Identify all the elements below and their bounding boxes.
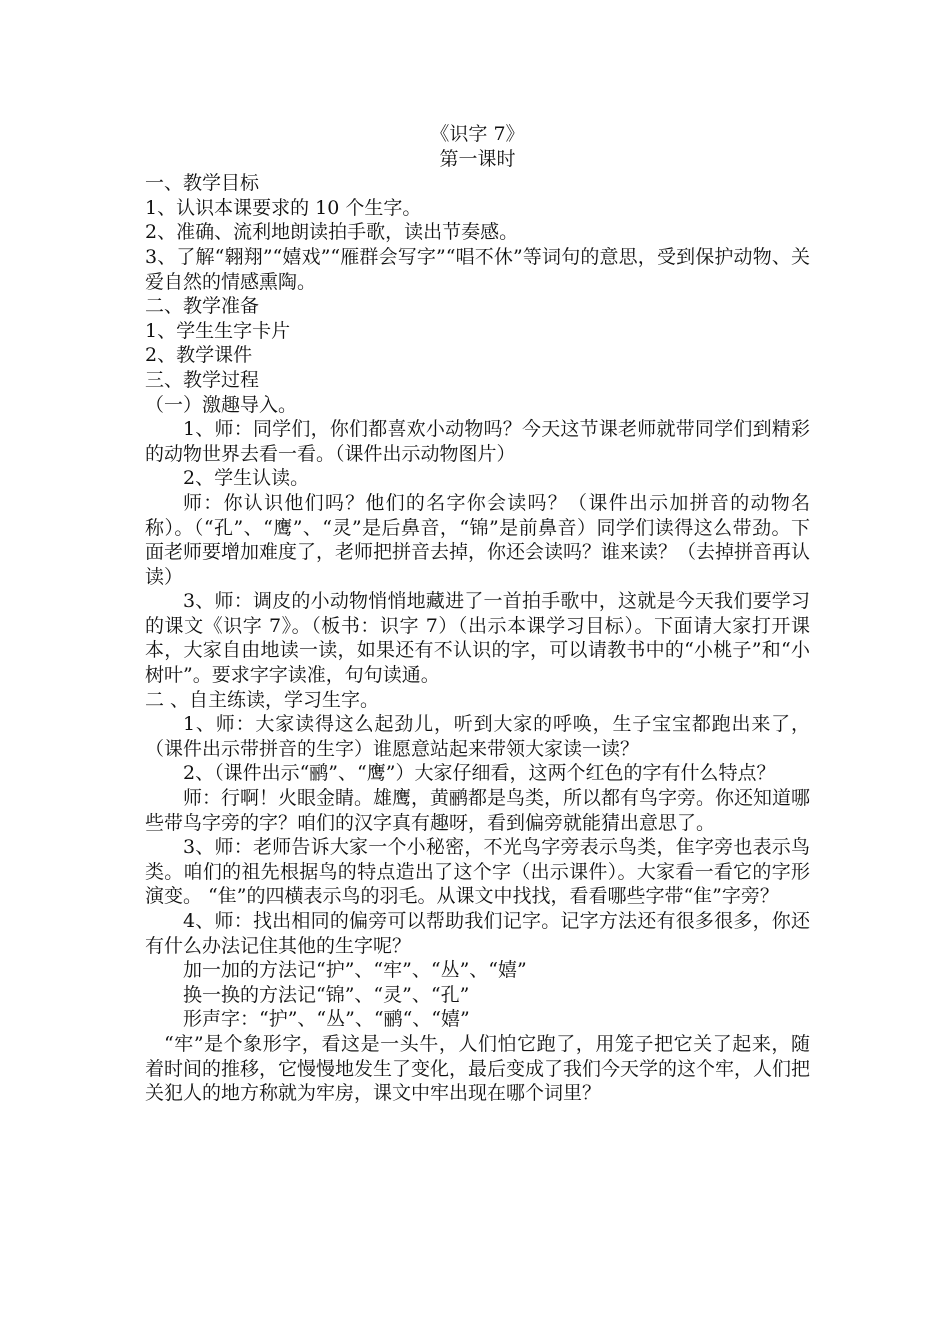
section-heading-preparation: 二、教学准备 bbox=[145, 295, 260, 318]
section-heading-objectives: 一、教学目标 bbox=[145, 172, 260, 195]
method-line: 换一换的方法记“锦”、“灵”、“孔” bbox=[183, 983, 470, 1006]
preparation-item: 1、学生生字卡片 bbox=[145, 319, 291, 342]
study-paragraph: 师：行啊！火眼金睛。雄鹰，黄鹂都是鸟类，所以都有鸟字旁。你还知道哪些带鸟字旁的字？咱们的汉字真有趣呀，看到偏旁就能猜出意思了。 bbox=[145, 787, 811, 834]
study-paragraph-last: “牢”是个象形字，看这是一头牛，人们怕它跑了，用笼子把它关了起来，随着时间的推移，它慢慢地发生了变化，最后变成了我们今天学的这个牢，人们把关犯人的地方称就为牢房，课文中牢出现在哪个词里？ bbox=[145, 1032, 811, 1105]
process-paragraph: 1、师：同学们，你们都喜欢小动物吗？今天这节课老师就带同学们到精彩的动物世界去看一看。（课件出示动物图片） bbox=[145, 418, 810, 465]
objective-item: 3、了解“翱翔”“嬉戏”“雁群会写字”“唱不休”等词句的意思，受到保护动物、关爱自然的情感熏陶。 bbox=[145, 245, 810, 293]
subsection-heading-intro: （一）激趣导入。 bbox=[145, 393, 298, 416]
objective-item: 1、认识本课要求的 10 个生字。 bbox=[145, 196, 422, 219]
study-paragraph: 4、师：找出相同的偏旁可以帮助我们记字。记字方法还有很多很多，你还有什么办法记住其他的生字呢？ bbox=[145, 910, 810, 957]
process-paragraph: 3、师：调皮的小动物悄悄地藏进了一首拍手歌中，这就是今天我们要学习的课文《识字 7》。（板书：识字 7）（出示本课学习目标）。下面请大家打开课本，大家自由地读一读，如果还有不认识的字，可以请教书中的“小桃子”和“小树叶”。要求字字读准，句句读通。 bbox=[145, 590, 810, 687]
study-paragraph: 2、（课件出示“鹂”、“鹰”）大家仔细看，这两个红色的字有什么特点？ bbox=[183, 762, 776, 785]
section-heading-self-study: 二 、自主练读，学习生字。 bbox=[145, 688, 380, 711]
document-title: 《识字 7》 bbox=[430, 123, 525, 145]
process-paragraph: 2、学生认读。 bbox=[183, 467, 310, 490]
method-line: 加一加的方法记“护”、“牢”、“丛”、“嬉” bbox=[183, 959, 527, 982]
method-line: 形声字：“护”、“丛”、“鹂“、“嬉” bbox=[183, 1008, 470, 1031]
process-paragraph: 师：你认识他们吗？他们的名字你会读吗？（课件出示加拼音的动物名称）。（“孔”、“鹰”、“灵”是后鼻音，“锦”是前鼻音）同学们读得这么带劲。下面老师要增加难度了，老师把拼音去掉，你还会读吗？谁来读？（去掉拼音再认读） bbox=[145, 491, 811, 588]
preparation-item: 2、教学课件 bbox=[145, 344, 253, 367]
study-paragraph: 3、师：老师告诉大家一个小秘密，不光鸟字旁表示鸟类，隹字旁也表示鸟类。咱们的祖先根据鸟的特点造出了这个字（出示课件）。大家看一看它的字形演变。 “隹”的四横表示鸟的羽毛。从课文中找找，看看哪些字带“隹”字旁？ bbox=[145, 836, 810, 908]
document-subtitle: 第一课时 bbox=[439, 147, 516, 170]
objective-item: 2、准确、流利地朗读拍手歌，读出节奏感。 bbox=[145, 221, 519, 244]
section-heading-process: 三、教学过程 bbox=[145, 368, 260, 391]
document-page bbox=[145, 122, 810, 1106]
study-paragraph: 1、师：大家读得这么起劲儿，听到大家的呼唤，生子宝宝都跑出来了，（课件出示带拼音的生字）谁愿意站起来带领大家读一读？ bbox=[145, 713, 810, 760]
